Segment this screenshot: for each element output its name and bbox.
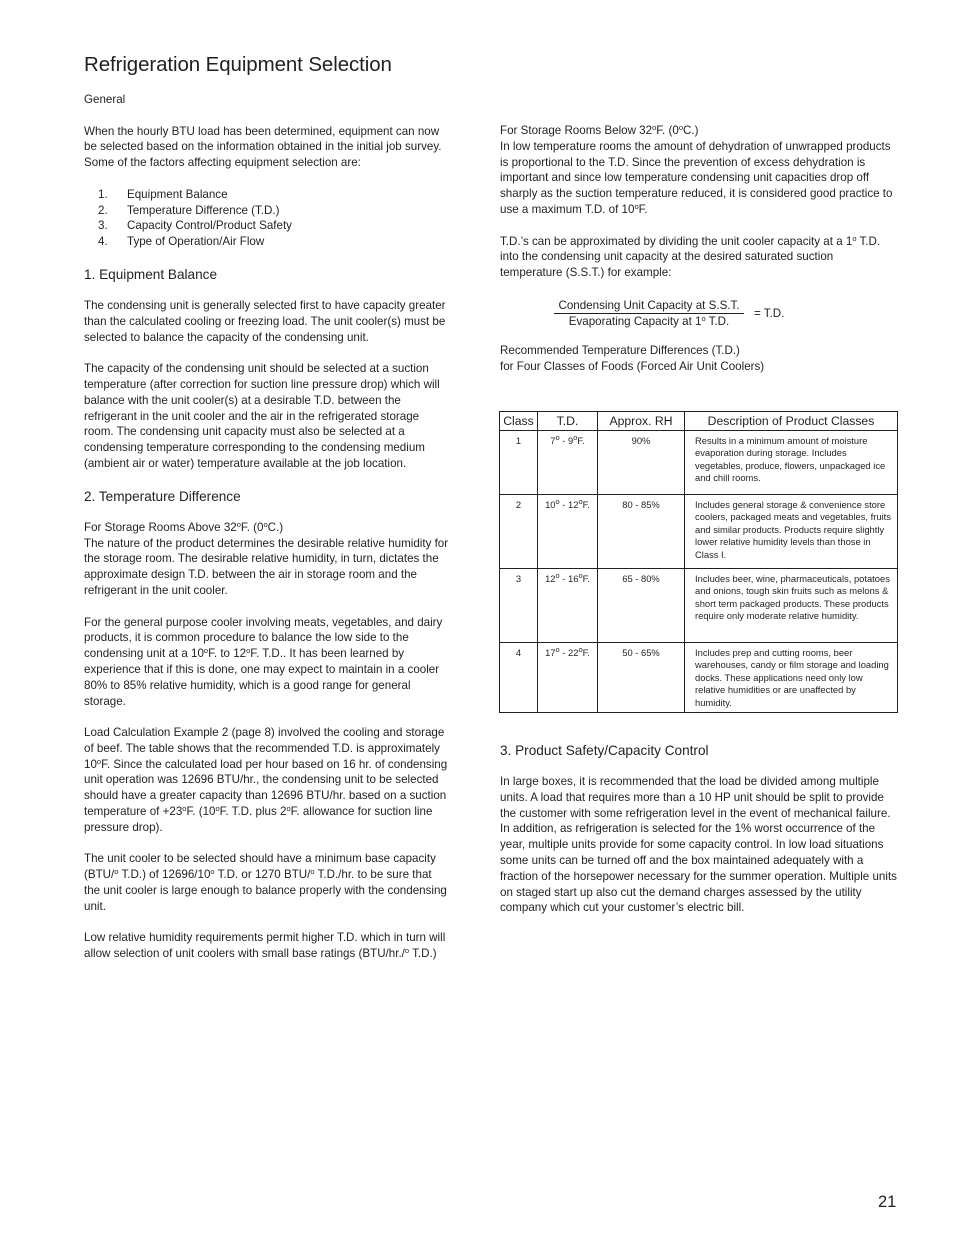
- intro-paragraph: When the hourly BTU load has been determined, equipment can now be selected based on the information obtained in the initial job survey. Some of the factors affecting equipment selection are:: [84, 124, 442, 170]
- class-column-header: Class: [500, 412, 538, 431]
- list-item: 4. Type of Operation/Air Flow: [98, 235, 265, 249]
- td-classes-table: [499, 411, 898, 713]
- temperature-difference-paragraph-3: Load Calculation Example 2 (page 8) involved the cooling and storage of beef. The table shows that the recommended T.D. is approximately 10$^o$F. Since the calculated load per hour based on 16 hr. of condensing unit operation was 12696 BTU/hr., the condensing unit to be selected should have a greater capacity than 12696 BTU/hr. based on a suction temperature of $+23^oF$. (10$^o$F. T.D. plus 2$^o$F. allowance for suction line pressure drop).: [84, 726, 448, 834]
- general-label: General: [84, 93, 126, 106]
- list-item: 3. Capacity Control/Product Safety: [98, 219, 292, 233]
- equipment-balance-heading: 1. Equipment Balance: [84, 266, 218, 282]
- table-row: [500, 495, 898, 569]
- rh-cell: 90%: [598, 431, 685, 495]
- product-safety-paragraph: In large boxes, it is recommended that the load be divided among multiple units. A load that requires more than a 10 HP unit should be split to provide the customer with some refrigeration level in the event of mechanical failure. In addition, as refrigeration is selected for the 1% worst occurrence of the year, multiple units provide for some capacity control. In low load situations some units can be turned off and the box maintained adequately with a fraction of the horsepower necessary for the summer operation. Multiple units on staged start up also cut the demand charges assessed by the utility company which cut your customer’s electric bill.: [500, 775, 897, 915]
- td-column-header: T.D.: [538, 412, 598, 431]
- below-32-subheading: For Storage Rooms Below 32$^o$F. (0$^o$C.): [500, 123, 699, 137]
- temperature-difference-paragraph-1: The nature of the product determines the desirable relative humidity for the storage room. The desirable relative humidity, in turn, dictates the approximate design T.D. between the air in storage room and the refrigerant in the unit cooler.: [84, 536, 449, 597]
- formula-result: = T.D.: [754, 306, 785, 320]
- class-cell: 3: [500, 569, 538, 643]
- rh-cell: 50 - 65%: [598, 643, 685, 713]
- description-cell: Includes beer, wine, pharmaceuticals, potatoes and onions, tough skin fruits such as melons & short term packaged products. These products require only moderate relative humidity.: [685, 569, 898, 643]
- formula-fraction: [554, 298, 744, 329]
- rh-column-header: Approx. RH: [598, 412, 685, 431]
- temperature-difference-paragraph-2: For the general purpose cooler involving meats, vegetables, and dairy products, it is common procedure to balance the low side to the condensing unit at a 10$^o$F. to 12$^o$F. T.D.. It has been learned by experience that if this is done, one may expect to maintain in a cooler 80% to 85% relative humidity, which is a good range for general storage.: [84, 615, 443, 708]
- table-row: [500, 431, 898, 495]
- table-caption-line-2: for Four Classes of Foods (Forced Air Unit Coolers): [500, 359, 765, 373]
- factor-list: [98, 187, 449, 250]
- table-caption-line-1: Recommended Temperature Differences (T.D.): [500, 343, 740, 357]
- class-cell: 1: [500, 431, 538, 495]
- td-cell: 7$^o$ - 9$^o$F.: [538, 431, 598, 495]
- list-item: 2. Temperature Difference (T.D.): [98, 203, 280, 217]
- temperature-difference-paragraph-5: Low relative humidity requirements permit higher T.D. which in turn will allow selection of unit coolers with small base ratings (BTU/hr./$^o$ T.D.): [84, 931, 446, 961]
- td-cell: 10$^o$ - 12$^o$F.: [538, 495, 598, 569]
- td-approximation-paragraph: T.D.’s can be approximated by dividing the unit cooler capacity at a 1$^o$ T.D. into the condensing unit capacity at the desired saturated suction temperature (S.S.T.) for example:: [500, 233, 881, 280]
- description-cell: Results in a minimum amount of moisture evaporation during storage. Includes vegetables, produce, flowers, unpackaged ice and chill rooms.: [685, 431, 898, 495]
- formula-numerator: Condensing Unit Capacity at S.S.T.: [554, 298, 744, 314]
- list-item: 1. Equipment Balance: [98, 187, 228, 201]
- class-cell: 2: [500, 495, 538, 569]
- table-row: [500, 643, 898, 713]
- td-formula: [500, 295, 898, 343]
- description-cell: Includes general storage & convenience store coolers, packaged meats and vegetables, fruits and similar products. Products require slightly lower relative humidity levels than those in Class I.: [685, 495, 898, 569]
- page-title: Refrigeration Equipment Selection: [84, 53, 392, 76]
- above-32-subheading: For Storage Rooms Above 32$^o$F. (0$^o$C.): [84, 519, 284, 534]
- description-column-header: Description of Product Classes: [685, 412, 898, 431]
- product-safety-section: [500, 742, 898, 928]
- left-column: [84, 92, 449, 962]
- class-cell: 4: [500, 643, 538, 713]
- temperature-difference-paragraph-4: The unit cooler to be selected should have a minimum base capacity (BTU/$^o$ T.D.) of 12696/10$^o$ T.D. or 1270 BTU/$^o$ T.D./hr. to be sure that the unit cooler is large enough to balance properly with the condensing unit.: [84, 852, 447, 913]
- equipment-balance-paragraph-1: The condensing unit is generally selected first to have capacity greater than the calculated cooling or freezing load. The unit cooler(s) must be selected to balance the capacity of the condensing unit.: [84, 298, 446, 344]
- product-safety-heading: 3. Product Safety/Capacity Control: [500, 743, 709, 758]
- td-cell: 12$^o$ - 16$^o$F.: [538, 569, 598, 643]
- formula-denominator: Evaporating Capacity at 1$^o$ T.D.: [568, 313, 730, 328]
- description-cell: Includes prep and cutting rooms, beer warehouses, candy or film storage and loading docks. These applications need only low relative humidities or are unaffected by humidity.: [685, 643, 898, 713]
- table-header-row: [500, 412, 898, 431]
- below-32-paragraph: In low temperature rooms the amount of dehydration of unwrapped products is proportional to the T.D. Since the prevention of excess dehydration is important and since low temperature condensing unit capacities drop off sharply as the suction temperature reduced, it is considered good practice to use a maximum T.D. of 10$^o$F.: [500, 139, 893, 216]
- temperature-difference-heading: 2. Temperature Difference: [84, 488, 241, 504]
- rh-cell: 65 - 80%: [598, 569, 685, 643]
- right-column: [500, 123, 898, 375]
- rh-cell: 80 - 85%: [598, 495, 685, 569]
- td-cell: 17$^o$ - 22$^o$F.: [538, 643, 598, 713]
- equipment-balance-paragraph-2: The capacity of the condensing unit should be selected at a suction temperature (after correction for suction line pressure drop) which will balance with the unit cooler(s) at a desirable T.D. between the refrigerant in the unit cooler and the air in the refrigerated storage room. The condensing unit capacity must also be selected at a condensing temperature corresponding to the condensing medium (ambient air or water) temperature available at the job location.: [84, 362, 440, 470]
- table-row: [500, 569, 898, 643]
- page-number: 21: [878, 1193, 897, 1211]
